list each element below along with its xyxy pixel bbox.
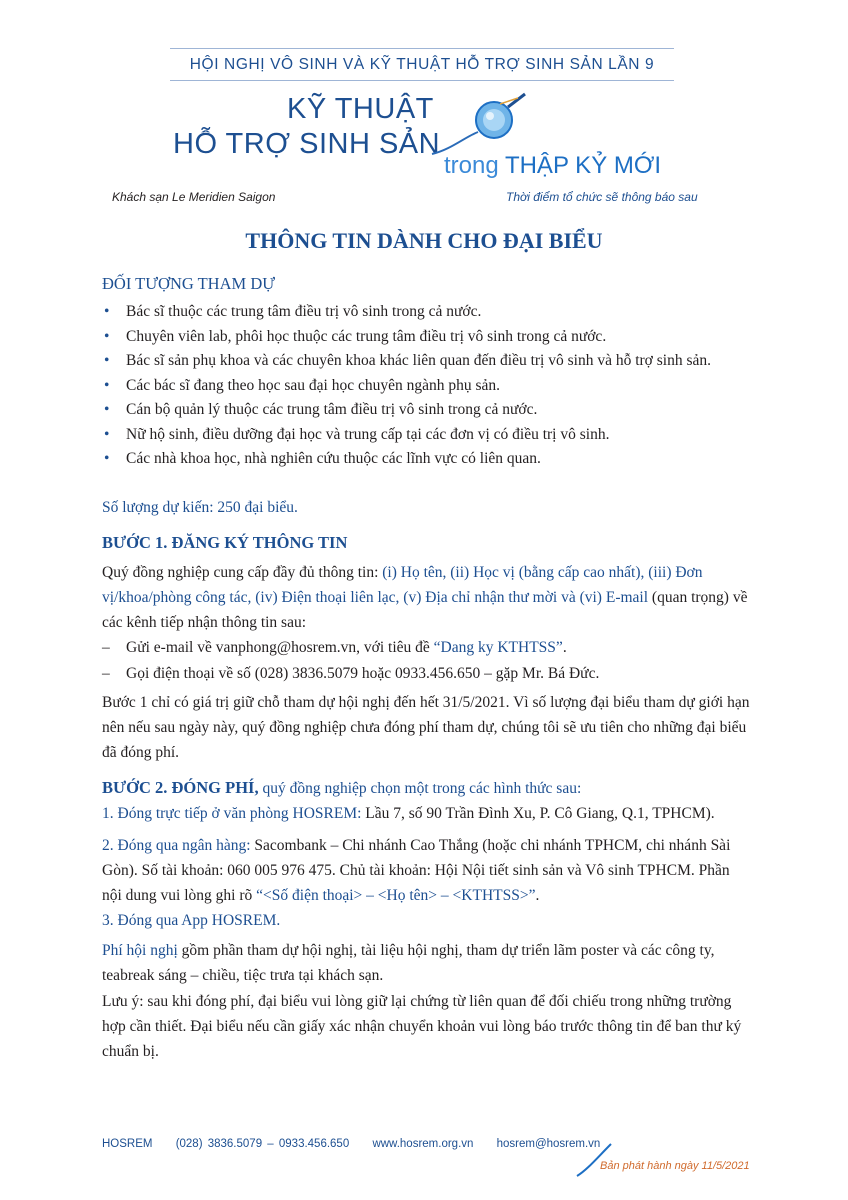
list-item: • Chuyên viên lab, phôi học thuộc các trung tâm điều trị vô sinh trong cả nước.: [104, 327, 607, 345]
venue: Khách sạn Le Meridien Saigon: [112, 190, 276, 204]
audience-heading: ĐỐI TƯỢNG THAM DỰ: [102, 274, 276, 293]
conference-name: HỘI NGHỊ VÔ SINH VÀ KỸ THUẬT HỖ TRỢ SINH SẢN LẦN 9: [189, 56, 655, 73]
step1-email-option: – Gửi e-mail về vanphong@hosrem.vn, với tiêu đề “Dang ky KTHTSS”.: [102, 639, 567, 656]
expected-attendance: Số lượng dự kiến: 250 đại biểu.: [102, 499, 298, 516]
footer-phones: (028) 3836.5079 – 0933.456.650: [175, 1138, 350, 1150]
egg-sperm-logo-icon: [430, 92, 530, 162]
date-note: Thời điểm tổ chức sẽ thông báo sau: [506, 190, 698, 204]
email-subject: “Dang ky KTHTSS”: [433, 639, 563, 656]
step1-heading: BƯỚC 1. ĐĂNG KÝ THÔNG TIN: [102, 533, 348, 552]
footer-email[interactable]: hosrem@hosrem.vn: [496, 1138, 601, 1150]
payment-note: Lưu ý: sau khi đóng phí, đại biểu vui lòng giữ lại chứng từ liên quan để đối chiếu trong những trường hợp cần thiết. Đại biểu nếu cần giấy xác nhận chuyển khoản vui lòng báo trước thông tin để ban thư ký chuẩn bị.: [102, 993, 742, 1060]
audience-list: [102, 300, 762, 472]
step1-note: Bước 1 chỉ có giá trị giữ chỗ tham dự hội nghị đến hết 31/5/2021. Vì số lượng đại biểu tham dự giới hạn nên nếu sau ngày này, quý đồng nghiệp chưa đóng phí tham dự, chúng tôi sẽ ưu tiên cho những đại biểu đã đóng phí.: [102, 694, 750, 761]
list-item: • Cán bộ quản lý thuộc các trung tâm điều trị vô sinh trong cả nước.: [104, 401, 538, 418]
header-bottom-rule: [170, 80, 674, 81]
title-line-1: KỸ THUẬT: [287, 93, 434, 125]
header-top-rule: [170, 48, 674, 49]
step2-option-2: 2. Đóng qua ngân hàng: Sacombank – Chi nhánh Cao Thắng (hoặc chi nhánh TPHCM, chi nhánh Sài Gòn). Số tài khoản: 060 005 976 475. Chủ tài khoản: Hội Nội tiết sinh sản và Vô sinh TPHCM. Phần nội dung vui lòng ghi rõ “<Số điện thoại> – <Họ tên> – <KTHTSS>”.: [102, 837, 731, 904]
step1-phone-option: – Gọi điện thoại về số (028) 3836.5079 hoặc 0933.456.650 – gặp Mr. Bá Đức.: [102, 665, 600, 682]
title-decade: THẬP KỶ MỚI: [504, 152, 662, 179]
page-title: THÔNG TIN DÀNH CHO ĐẠI BIỂU: [245, 228, 603, 253]
title-line-2: HỖ TRỢ SINH SẢN: [173, 128, 441, 160]
release-date: Bản phát hành ngày 11/5/2021: [600, 1160, 750, 1172]
fee-description: Phí hội nghị gồm phần tham dự hội nghị, tài liệu hội nghị, tham dự triển lãm poster và các công ty, teabreak sáng – chiều, tiệc trưa tại khách sạn.: [102, 942, 715, 984]
footer-website[interactable]: www.hosrem.org.vn: [372, 1138, 474, 1150]
step1-intro: Quý đồng nghiệp cung cấp đầy đủ thông tin: (i) Họ tên, (ii) Học vị (bằng cấp cao nhất), (iii) Đơn vị/khoa/phòng công tác, (iv) Điện thoại liên lạc, (v) Địa chỉ nhận thư mời và (vi) E-mail (quan trọng) về các kênh tiếp nhận thông tin sau:: [102, 564, 748, 631]
step2-heading: BƯỚC 2. ĐÓNG PHÍ, quý đồng nghiệp chọn một trong các hình thức sau:: [102, 778, 582, 797]
list-item: • Nữ hộ sinh, điều dưỡng đại học và trung cấp tại các đơn vị có điều trị vô sinh.: [104, 425, 610, 443]
title-trong: trong: [444, 152, 499, 179]
footer-org: HOSREM: [102, 1138, 153, 1150]
step2-option-1: 1. Đóng trực tiếp ở văn phòng HOSREM: Lầu 7, số 90 Trần Đình Xu, P. Cô Giang, Q.1, TPHCM).: [102, 805, 715, 822]
step1-fields: (i) Họ tên, (ii) Học vị (bằng cấp cao nhất), (iii) Đơn vị/khoa/phòng công tác, (iv) Điện thoại liên lạc, (v) Địa chỉ nhận thư mời và (vi) E-mail: [102, 564, 703, 606]
list-item: • Các nhà khoa học, nhà nghiên cứu thuộc các lĩnh vực có liên quan.: [104, 450, 541, 467]
step2-option-3: 3. Đóng qua App HOSREM.: [102, 912, 281, 929]
list-item: • Bác sĩ sản phụ khoa và các chuyên khoa khác liên quan đến điều trị vô sinh và hỗ trợ sinh sản.: [104, 352, 711, 369]
list-item: • Các bác sĩ đang theo học sau đại học chuyên ngành phụ sản.: [104, 376, 501, 394]
list-item: • Bác sĩ thuộc các trung tâm điều trị vô sinh trong cả nước.: [104, 303, 482, 320]
footer: [102, 1138, 618, 1150]
